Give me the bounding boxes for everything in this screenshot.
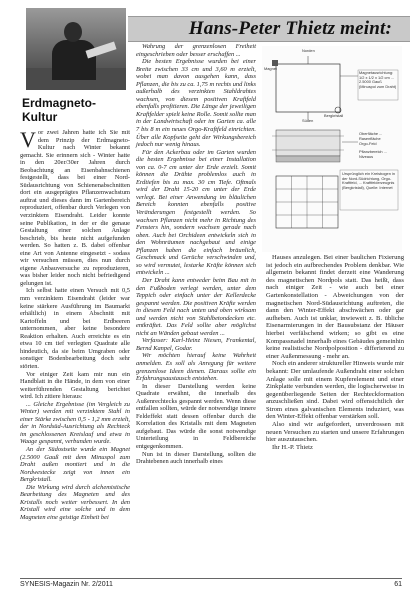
paragraph-text: Hauses anzulegen. Bei einer baulichen Fixierung ist jedoch ein aufbrechendes Problem denkbar. Wie allgemein bekannt findet derzeit eine Wanderung des magnetischen Nordpols statt. Das heißt, dass nach einiger Zeit - wie auch bei einer Gartenkonstellation - Abweichungen von der magnetischen Nord-Südausrichtung auftreten, die dann den Winter-Effekt abschwächen oder gar aufheben. Auch ist unklar, inwieweit z. B. übliche Eisenarmierungen in der Bausubstanz der Häuser hierbei verfälschend wirken; so gibt es eine Kompassnadel innerhalb eines Gebäudes gemeinhin keine realistische Nordpolposition - differierend zu einer Außenmessung - mehr an. — [266, 254, 404, 360]
diagram-figure — [262, 46, 402, 252]
note-bottom: Ursprünglich ein Kreisbogen in der Nord-Südrichtung, Orgo-Kraftfeld, ... Kraftfelderzeugnis (Bergkristall), Quelle: Internet — [342, 171, 395, 190]
note-mid-1: Oberfläche ... Rasenfläche — [359, 131, 383, 141]
paragraph-text: Nun ist in dieser Darstellung, sollten die Drahtebenen auch innerhalb eines — [136, 450, 256, 466]
column-2-text — [136, 43, 256, 466]
paragraph-text: Vor einiger Zeit kam mir nun ein Handblatt in die Hände, in dem von einer weiterführenden Gestaltung berichtet wird. Ich zitiere hieraus: — [20, 370, 130, 401]
paragraph-text: ... Gleiche Ergebnisse (im Vergleich zu Winter) werden mit verzinktem Stahl in einer Stärke zwischen 0,5 - 1,2 mm erzielt, der in Nordsüd-Ausrichtung als Rechteck im geschlossenen Kreislauf und etwa in Waage gespannt, verbunden wurde. — [20, 400, 130, 446]
paragraph-text: Der Draht kann entweder beim Bau mit in den Fußboden verlegt werden, unter dem Teppich oder einfach unter der Kellerdecke gespannt werden. Die positiven Kräfte werden in diesem Feld nach unten und oben wirksam und werden nicht von Stahlbetondecken etc. entkräftet. Das Feld sollte aber möglichst nicht an Wänden gebaut werden ... — [136, 276, 256, 337]
paragraph — [136, 43, 256, 58]
paragraph-text: In dieser Darstellung werden keine Quadrate erwähnt, die innerhalb des Außenrechtecks gespannt werden. Wenn diese entfallen sollten, würde der notwendige innere Feldeffekt statt dessen offenbar durch die Korrelation des Kristalls mit dem Magneten aufgebaut. Das würde die sonst notwendige Unterteilung in Feldbereiche entgegenkommen. — [136, 382, 256, 450]
column-1 — [20, 96, 130, 521]
paragraph — [136, 352, 256, 382]
paragraph — [136, 149, 256, 277]
note-top: Magnetausrichtung: 1/2 x 1/2 x 1/2 cm ... 2.5000 Gauß (Minuspol zum Draht) — [359, 70, 397, 89]
paragraph-text: or zwei Jahren hatte ich Sie mit dem Prinzip der Erdmagneto-Kultur nach Winter bekannt gemacht. Sie erinnern sich - Winter hatte in den 20er/30er Jahren durch Beobachtung an Eisenbahnschienen festgestellt, dass bei einer Nord-Südausrichtung von Schienenabschnitten dort ein ausgeprägtes Pflanzenwachstum auftrat und dieses dann im Gartenbereich reproduziert, offenbar durch Verlegen von verzinktem Eisendraht. Leider konnte seine Publikation, in der er die genaue Gestaltung einer solchen Anlage beschrieb, bis heute nicht aufgefunden werden. So hatten z. B. dabei offenbar eine Art von Antenne eingesetzt - sodass wir versuchen müssen, dies nun durch eigene Anbauversuche zu reproduzieren, was bisher leider noch nicht befriedigend gelungen ist. — [20, 129, 130, 287]
paragraph — [266, 360, 404, 421]
paragraph-text: Noch ein anderer struktureller Hinweis wurde mir bekannt: Der umlaufende Außendraht einer solchen Anlage solle mit einem Kupferelement und einer Zinkplatte verbunden werden, die logischerweise in gegenüberliegende Seiten der Rechteckformation anzuschließen sind. Dabei wird offensichtlich der Strom eines galvanischen Elements induziert, was den Winter-Effekt offenbar verstärken soll. — [266, 360, 404, 421]
paragraph-text: Wir möchten hierauf keine Wahrheit anmelden. Es soll als Anregung für weitere grenzenlose Ideen dienen. Daraus sollte ein Erfahrungsaustausch entstehen. — [136, 352, 256, 383]
note-mid-3: Pflanzbereich ... Niveaus — [359, 149, 387, 159]
paragraph — [266, 444, 404, 452]
note-mid-2: Orgo-Feld — [359, 141, 377, 146]
article-title: Erdmagneto-Kultur — [22, 96, 97, 124]
paragraph-text: Wahrung der grenzenlosen Freiheit eingeschrieben oder besser erschaffen ... — [136, 43, 256, 58]
page-number: 61 — [394, 581, 402, 588]
label-south: Süden — [302, 118, 314, 123]
paragraph — [136, 383, 256, 451]
author-banner — [128, 16, 410, 42]
paragraph-text: Ich selbst hatte einen Versuch mit 0,5 mm verzinktem Eisendraht (leider war keine stärkere Ausführung im Baumarkt erhältlich) in einem Abschnitt mit Kartoffeln und bei Erdbeeren unternommen, aber keine besondere Reaktion erhalten. Auch erreichte es ein etwa 10 cm tief verlegten Quadrate alle hindeutich, da sie beim Umgraben oder sonstiger Bodenbearbeitung doch sehr störten. — [20, 287, 130, 370]
paragraph-text: Die Wirkung wird durch alchemistische Bearbeitung des Magneten und des Kristalls noch weiter verbessert. In den Kristall wird eine solche und in dem Magneten eine geistige Einheit bei — [20, 483, 130, 521]
label-magnet: Magnet — [264, 66, 277, 71]
author-photo — [26, 8, 126, 90]
paragraph-text: Für den Ackerbau oder im Garten wurden die besten Ergebnisse bei einer Installation von ca. 0-7 cm unter der Erde erzielt. Somit können die Drähte problemlos auch in Erdtiefen bis zu max. 30 cm Tiefe. Oftmals wird der Draht 15-20 cm unter der Erde verlegt. Bei einer Anwendung im bläulichen Bereich konnten ebenfalls positive Veränderungen festgestellt werden. So wachsen Pflanzen nicht mehr in Richtung des Fensters hin, sondern wachsen gerade nach oben. Auch bei Orchideen entwickeln sich in den Wohnräumen nachgebaut und einige Pflanzen haben die einfach bräunlich, Geschmack und Gerüche verschwinden und, so wird vermutet, lestarke Kräfte können sich entwickeln ... — [136, 148, 256, 277]
paragraph-text: Ihr H.-P. Thietz — [272, 443, 313, 451]
page-footer — [20, 578, 402, 590]
paragraph-text: Die besten Ergebnisse wurden bei einer Breite zwischen 33 cm und 3,60 m erzielt, wobei man davon ausgehen kann, dass Pflanzen, die bis zu ca. 1,75 m rechts und links außerhalb des verzinkten Stahldrahtes wachsen, von diesem positiven Kraftfeld ebenfalls profitieren. Die Länge der jeweiligen Kraftfelder spielt keine Rolle. Somit sollte man in der Landwirtschaft oder im Garten ca. alle 7 bis 8 m ein neues Orgo-Kraftfeld einrichten. Über alle Kopfseite geht der Wirkungsbereich jedoch nur wenig hinaus. — [136, 58, 256, 149]
label-crystal: Bergkristall — [324, 113, 344, 118]
paragraph-text: Verfasser: Karl-Heinz Niesen, Frankental, Bernd Kanpel, Godar. — [136, 337, 256, 352]
paragraph — [20, 371, 130, 401]
paragraph — [136, 451, 256, 466]
column-3 — [266, 254, 404, 451]
label-north: Norden — [302, 48, 315, 53]
column-2 — [136, 43, 256, 466]
paragraph — [136, 337, 256, 352]
author-banner-text: Hans-Peter Thietz meint: — [188, 18, 392, 39]
paragraph-text: An der Südostseite wurde ein Magnet (2.5000 Gauß mit dem Minuspol zum Draht außen montiert und in die Nordwestecke zeigt von innen ein Bergkristall. — [20, 445, 130, 484]
paragraph — [20, 129, 130, 287]
paragraph — [266, 421, 404, 444]
paragraph — [20, 484, 130, 522]
paragraph-text: Also sind wir aufgefordert, unverdrossen mit neuen Versuchen zu starten und unsere Erfahrungen hier auszutauschen. — [266, 421, 404, 444]
column-3-text — [266, 254, 404, 451]
drop-cap: V — [20, 127, 36, 152]
column-1-text — [20, 129, 130, 521]
paragraph — [266, 254, 404, 360]
paragraph — [136, 277, 256, 337]
paragraph — [136, 58, 256, 149]
paragraph — [20, 287, 130, 370]
paragraph — [20, 446, 130, 484]
paragraph — [20, 401, 130, 446]
magazine-issue: SYNESIS-Magazin Nr. 2/2011 — [20, 581, 113, 588]
